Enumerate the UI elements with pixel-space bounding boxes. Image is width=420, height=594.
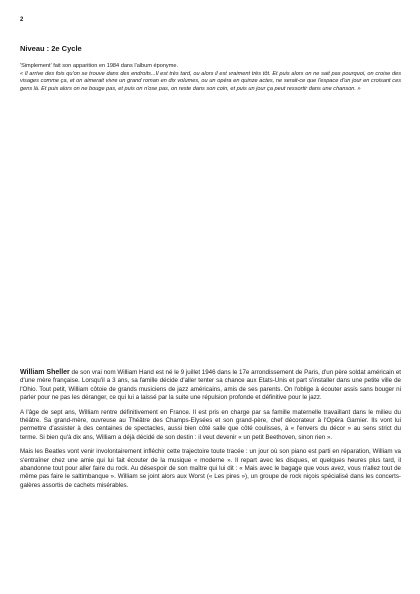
artist-name: William Sheller: [20, 369, 70, 376]
intro-section: [20, 63, 401, 93]
biography-section: [20, 369, 401, 496]
bio-paragraph-2: A l'âge de sept ans, William rentre définitivement en France. Il est pris en charge par sa famille maternelle travaillant dans le milieu du théâtre. Sa grand-mère, ouvreuse au Théâtre des Champs-Elysées et son grand-père, chef décorateur à l'Opéra Garnier. Ils vont lui permettre d'assister à des centaines de spectacles, aussi bien côté salle que côté coulisses, à « l'envers du décor » au sens strict du terme. Si bien qu'à dix ans, William a déjà décidé de son destin : il veut devenir « un petit Beethoven, sinon rien ».: [20, 408, 401, 441]
intro-line: 'Simplement' fait son apparition en 1984 dans l'album éponyme.: [20, 63, 179, 69]
level-heading: Niveau : 2e Cycle: [20, 44, 82, 53]
intro-quote: « Il arrive des fois qu'on se trouve dans des endroits...Il est très tard, ou alors il est vraiment très tôt. Et puis alors on ne sait pas pourquoi, on croise des visages comme ça, et on aimerait vivre un grand roman en dix volumes, ou un opéra en quinze actes, ne serait-ce que l'espace d'un jour en croisant ces gens là. Et puis alors on ne bouge pas, et puis on n'ose pas, on reste dans son coin, et puis un jour ça peut ressortir dans une chanson. »: [20, 70, 401, 92]
bio-paragraph-1-text: de son vrai nom William Hand est né le 9 juillet 1946 dans le 17e arrondissement de Paris, d'un père soldat américain et d'une mère française. Lorsqu'il a 3 ans, sa famille décide d'aller tenter sa chance aux Etats-Unis et part s'installer dans une petite ville de l'Ohio. Tout petit, William côtoie de grands musiciens de jazz américains, amis de ses parents. On l'oblige à écouter assis sans bouger ni parler pour ne pas les déranger, ce qui lui a laissé par la suite une répulsion profonde et définitive pour le jazz.: [20, 369, 402, 402]
bio-paragraph-3: Mais les Beatles vont venir involontairement infléchir cette trajectoire toute tracée : un jour où son piano est parti en réparation, William va s'entraîner chez une amie qui lui fait écouter de la musique « moderne ». Il repart avec les disques, et quelques heures plus tard, il abandonne tout pour aller faire du rock. Au désespoir de son maître qui lui dit : « Mais avec le bagage que vous avez, vous n'allez tout de même pas faire le saltimbanque ». William se joint alors aux Worst (« Les pires »), un groupe de rock niçois spécialisé dans les concerts-galères assortis de cachets misérables.: [20, 448, 401, 489]
page-number: 2: [20, 17, 24, 23]
bio-paragraph-1: [20, 369, 401, 403]
